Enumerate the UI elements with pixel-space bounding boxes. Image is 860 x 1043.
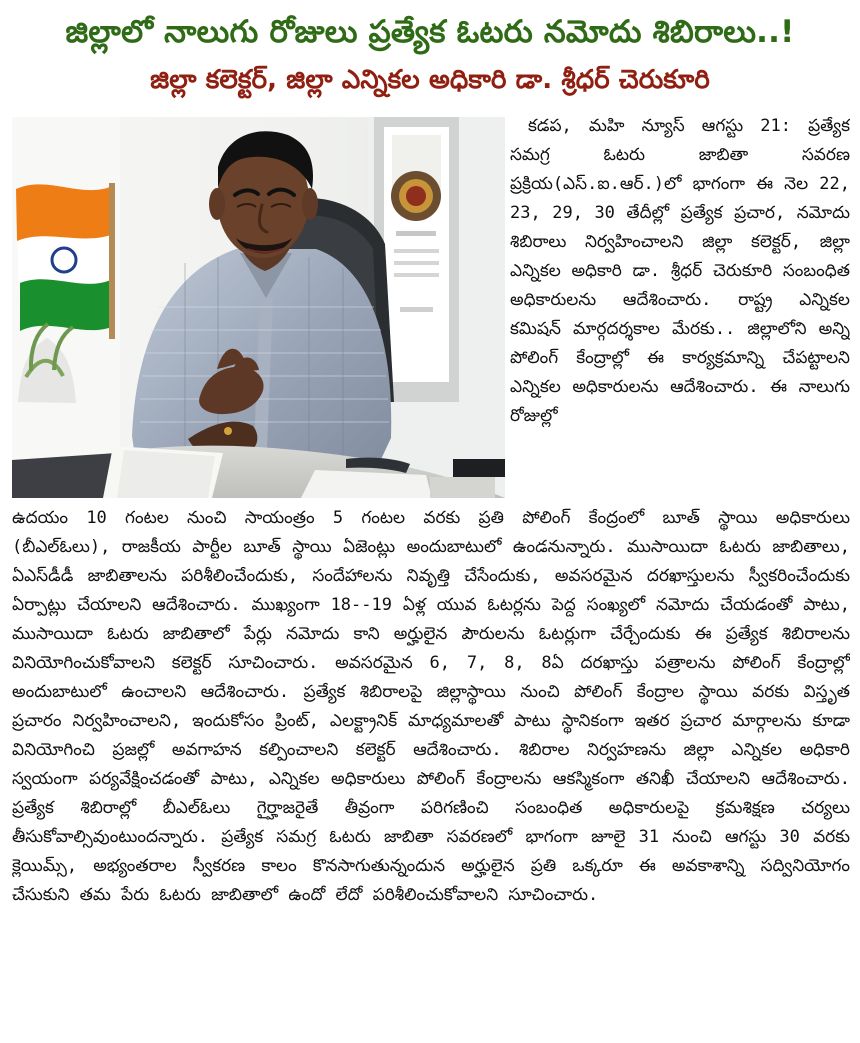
article-body-full-width [12, 504, 850, 1039]
collector-photo [12, 117, 505, 498]
article-photo [12, 117, 505, 498]
article-body-column [510, 112, 850, 502]
article-text-column: కడప, మహి న్యూస్ ఆగస్టు 21: ప్రత్యేక సమగ్ర ఓటరు జాబితా సవరణ ప్రక్రియ(ఎస్.ఐ.ఆర్.)లో భాగంగా ఈ నెల 22, 23, 29, 30 తేదీల్లో ప్రత్యేక ప్రచార, నమోదు శిబిరాలు నిర్వహించాలని జిల్లా కలెక్టర్, జిల్లా ఎన్నికల అధికారి డా. శ్రీధర్ చెరుకూరి సంబంధిత అధికారులను ఆదేశించారు. రాష్ట్ర ఎన్నికల కమిషన్ మార్గదర్శకాల మేరకు.. జిల్లాలోని అన్ని పోలింగ్ కేంద్రాల్లో ఈ కార్యక్రమాన్ని చేపట్టాలని ఎన్నికల అధికారులను ఆదేశించారు. ఈ నాలుగు రోజుల్లో [510, 116, 850, 426]
article-text-full-width: ఉదయం 10 గంటల నుంచి సాయంత్రం 5 గంటల వరకు ప్రతి పోలింగ్ కేంద్రంలో బూత్ స్థాయి అధికారులు (బీఎల్ఓలు), రాజకీయ పార్టీల బూత్ స్థాయి ఏజెంట్లు అందుబాటులో ఉండనున్నారు. ముసాయిదా ఓటరు జాబితాలు, ఏఎస్‌డీడీ జాబితాలను పరిశీలించేందుకు, సందేహాలను నివృత్తి చేసేందుకు, అవసరమైన దరఖాస్తులను స్వీకరించేందుకు ఏర్పాట్లు చేయాలని ఆదేశించారు. ముఖ్యంగా 18--19 ఏళ్ల యువ ఓటర్లను పెద్ద సంఖ్యలో నమోదు చేయడంతో పాటు, ముసాయిదా ఓటరు జాబితాలో పేర్లు నమోదు కాని అర్హులైన పౌరులను ఓటర్లుగా చేర్చేందుకు ఈ ప్రత్యేక శిబిరాలను వినియోగించుకోవాలని కలెక్టర్ సూచించారు. అవసరమైన 6, 7, 8, 8ఏ దరఖాస్తు పత్రాలను పోలింగ్ కేంద్రాల్లో అందుబాటులో ఉంచాలని ఆదేశించారు. ప్రత్యేక శిబిరాలపై జిల్లాస్థాయి నుంచి పోలింగ్ కేంద్రాల స్థాయి వరకు విస్తృత ప్రచారం నిర్వహించాలని, ఇందుకోసం ప్రింట్, ఎలక్ట్రానిక్ మాధ్యమాలతో పాటు స్థానికంగా ఇతర ప్రచార మార్గాలను కూడా వినియోగించి ప్రజల్లో అవగాహన కల్పించాలని కలెక్టర్ ఆదేశించారు. శిబిరాల నిర్వహణను జిల్లా ఎన్నికల అధికారి స్వయంగా పర్యవేక్షించడంతో పాటు, ఎన్నికల అధికారులు పోలింగ్ కేంద్రాలను ఆకస్మికంగా తనిఖీ చేయాలని ఆదేశించారు. ప్రత్యేక శిబిరాల్లో బీఎల్ఓలు గైర్హాజరైతే తీవ్రంగా పరిగణించి సంబంధిత అధికారులపై క్రమశిక్షణ చర్యలు తీసుకోవాల్సివుంటుందన్నారు. ప్రత్యేక సమగ్ర ఓటరు జాబితా సవరణలో భాగంగా జూలై 31 నుంచి ఆగస్టు 30 వరకు క్లెయిమ్స్, అభ్యంతరాల స్వీకరణ కాలం కొనసాగుతున్నందున అర్హులైన ప్రతి ఒక్కరూ ఈ అవకాశాన్ని సద్వినియోగం చేసుకుని తమ పేరు ఓటరు జాబితాలో ఉందో లేదో పరిశీలించుకోవాలని సూచించారు. [12, 508, 850, 905]
subheadline: జిల్లా కలెక్టర్, జిల్లా ఎన్నికల అధికారి డా. శ్రీధర్ చెరుకూరి [150, 65, 710, 95]
headline: జిల్లాలో నాలుగు రోజులు ప్రత్యేక ఓటరు నమోదు శిబిరాలు..! [65, 14, 795, 50]
